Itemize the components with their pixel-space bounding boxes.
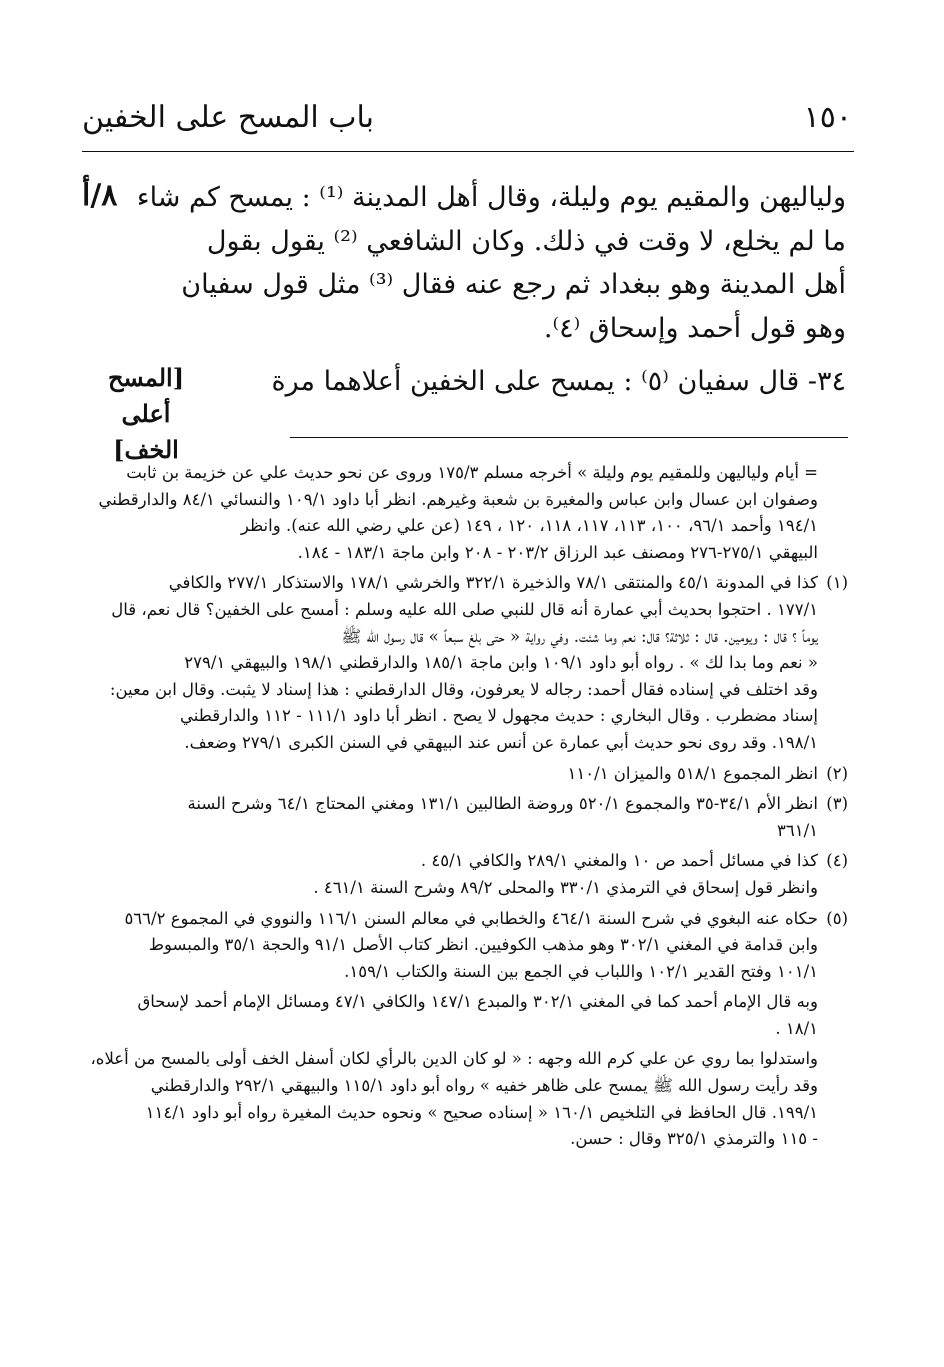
footnote-line: كذا في مسائل أحمد ص ١٠ والمغني ٢٨٩/١ والكافي ٤٥/١ . bbox=[420, 851, 818, 871]
footnote-line: وصفوان ابن عسال وابن عباس والمغيرة بن شعبة وغيرهم. انظر أبا داود ١٠٩/١ والنسائي ٨٤/١ والدارقطني bbox=[98, 489, 818, 509]
footnote-number: (٢) bbox=[826, 763, 848, 783]
footnote-line: وقد رأيت رسول الله ﷺ يمسح على ظاهر خفيه » رواه أبو داود ١١٥/١ والبيهقي ٢٩٢/١ والدارقطني bbox=[150, 1076, 818, 1096]
footnote-2 bbox=[82, 761, 848, 788]
footnote-line: ١٩٤/١ وأحمد ٩٦/١، ١٠٠، ١١٣، ١١٧، ١١٨، ١٢٠ ، ١٤٩ (عن علي رضي الله عنه). وانظر bbox=[240, 516, 818, 536]
footnote-line: يوماً ؟ قال : ويومين. قال : ثلاثة؟ قال: نعم وما شئت. وفي رواية « حتى بلغ سبعاً » قال رسول الله ﷺ bbox=[341, 626, 818, 646]
footnote-line: وابن قدامة في المغني ٣٠٢/١ وهو مذهب الكوفيين. انظر كتاب الأصل ٩١/١ والحجة ٣٥/١ والمبسوط bbox=[148, 935, 818, 955]
footnotes-rule bbox=[290, 437, 848, 438]
footnote-line: وانظر قول إسحاق في الترمذي ٣٣٠/١ والمحلى ٨٩/٢ وشرح السنة ٤٦١/١ . bbox=[313, 877, 818, 897]
footnote-line: حكاه عنه البغوي في شرح السنة ٤٦٤/١ والخطابي في معالم السنن ١١٦/١ والنووي في المجموع ٥٦٦/٢ bbox=[124, 908, 818, 928]
footnote-line: وقد اختلف في إسناده فقال أحمد: رجاله لا يعرفون، وقال الدارقطني : هذا إسناد لا يثبت. وقال ابن معين: bbox=[109, 679, 818, 699]
side-heading bbox=[82, 360, 210, 468]
footnote-line: ٣٦١/١ bbox=[776, 820, 818, 840]
header-rule bbox=[82, 151, 854, 152]
footnotes bbox=[82, 460, 848, 1157]
item-text: قال سفيان ⁽٥⁾ : يمسح على الخفين أعلاهما مرة bbox=[271, 366, 800, 397]
footnote-line: ١٩٩/١. قال الحافظ في التلخيص ١٦٠/١ « إسناده صحيح » ونحوه حديث المغيرة رواه أبو داود ١١٤/١ bbox=[145, 1102, 818, 1122]
footnote-line: وبه قال الإمام أحمد كما في المغني ٣٠٢/١ والمبدع ١٤٧/١ والكافي ٤٧/١ ومسائل الإمام أحمد لإسحاق bbox=[137, 992, 818, 1012]
main-line: ما لم يخلع، لا وقت في ذلك. وكان الشافعي ⁽²⁾ يقول بقول bbox=[206, 225, 846, 257]
footnote-paragraph bbox=[82, 1046, 818, 1152]
footnote-line: ١٧٧/١ . احتجوا بحديث أبي عمارة أنه قال للنبي صلى الله عليه وسلم : أمسح على الخفين؟ قال نعم، قال bbox=[111, 599, 818, 619]
running-head bbox=[82, 98, 852, 148]
footnote-line: انظر الأم ٣٤/١-٣٥ والمجموع ٥٢٠/١ وروضة الطالبين ١٣١/١ ومغني المحتاج ٦٤/١ وشرح السنة bbox=[187, 794, 818, 814]
main-line: أهل المدينة وهو ببغداد ثم رجع عنه فقال ⁽³⁾ مثل قول سفيان bbox=[181, 269, 846, 300]
footnote-line: ١٩٨/١. وقد روى نحو حديث أبي عمارة عن أنس عند البيهقي في السنن الكبرى ٢٧٩/١ وضعف. bbox=[184, 732, 818, 752]
side-heading-line: الخف] bbox=[113, 435, 179, 464]
footnote-4 bbox=[82, 848, 848, 901]
footnote-line: واستدلوا بما روي عن علي كرم الله وجهه : « لو كان الدين بالرأي لكان أسفل الخف أولى بالمسح من أعلاه، bbox=[90, 1049, 818, 1069]
footnote-number: (٣) bbox=[826, 794, 848, 814]
footnote-line: انظر المجموع ٥١٨/١ والميزان ١١٠/١ bbox=[567, 763, 818, 783]
numbered-item bbox=[246, 360, 846, 403]
footnote-3 bbox=[82, 791, 848, 844]
footnote-line: إسناد مضطرب . وقال البخاري : حديث مجهول لا يصح . انظر أبا داود ١١١/١ - ١١٢ والدارقطني bbox=[180, 706, 818, 726]
main-paragraph bbox=[136, 176, 846, 350]
main-line: ولياليهن والمقيم يوم وليلة، وقال أهل المدينة ⁽¹⁾ : يمسح كم شاء bbox=[136, 182, 846, 213]
footnote-continuation bbox=[82, 460, 848, 566]
side-heading-line: [المسح أعلى bbox=[107, 363, 185, 428]
chapter-title: باب المسح على الخفين bbox=[82, 100, 375, 135]
footnote-line: « نعم وما بدا لك » . رواه أبو داود ١٠٩/١ وابن ماجة ١٨٥/١ والدارقطني ١٩٨/١ والبيهقي ٢٧٩/١ bbox=[184, 653, 818, 673]
footnote-number: (٤) bbox=[826, 851, 848, 871]
footnote-number: (٥) bbox=[826, 908, 848, 928]
page-number: ١٥٠ bbox=[803, 100, 852, 135]
main-line: وهو قول أحمد وإسحاق ⁽٤⁾. bbox=[543, 312, 846, 344]
folio-marker: ٨/أ bbox=[82, 178, 118, 213]
footnote-line: = أيام ولياليهن وللمقيم يوم وليلة » أخرجه مسلم ١٧٥/٣ وروى عن نحو حديث علي عن خزيمة بن ثابت bbox=[126, 463, 818, 482]
footnote-5 bbox=[82, 906, 848, 1153]
footnote-1 bbox=[82, 570, 848, 756]
footnote-paragraph bbox=[82, 989, 818, 1042]
item-number: ٣٤- bbox=[807, 366, 846, 397]
footnote-number: (١) bbox=[826, 573, 848, 593]
footnote-line: ١٨/١ . bbox=[775, 1018, 818, 1038]
footnote-line: ١٠١/١ وفتح القدير ١٠٢/١ واللباب في الجمع بين السنة والكتاب ١٥٩/١. bbox=[344, 961, 818, 981]
footnote-line: - ١١٥ والترمذي ٣٢٥/١ وقال : حسن. bbox=[570, 1129, 818, 1149]
footnote-line: كذا في المدونة ٤٥/١ والمنتقى ٧٨/١ والذخيرة ٣٢٢/١ والخرشي ١٧٨/١ والاستذكار ٢٧٧/١ والكافي bbox=[168, 573, 818, 593]
footnote-line: البيهقي ٢٧٥/١-٢٧٦ ومصنف عبد الرزاق ٢٠٣/٢ - ٢٠٨ وابن ماجة ١٨٣/١ - ١٨٤. bbox=[297, 542, 818, 562]
